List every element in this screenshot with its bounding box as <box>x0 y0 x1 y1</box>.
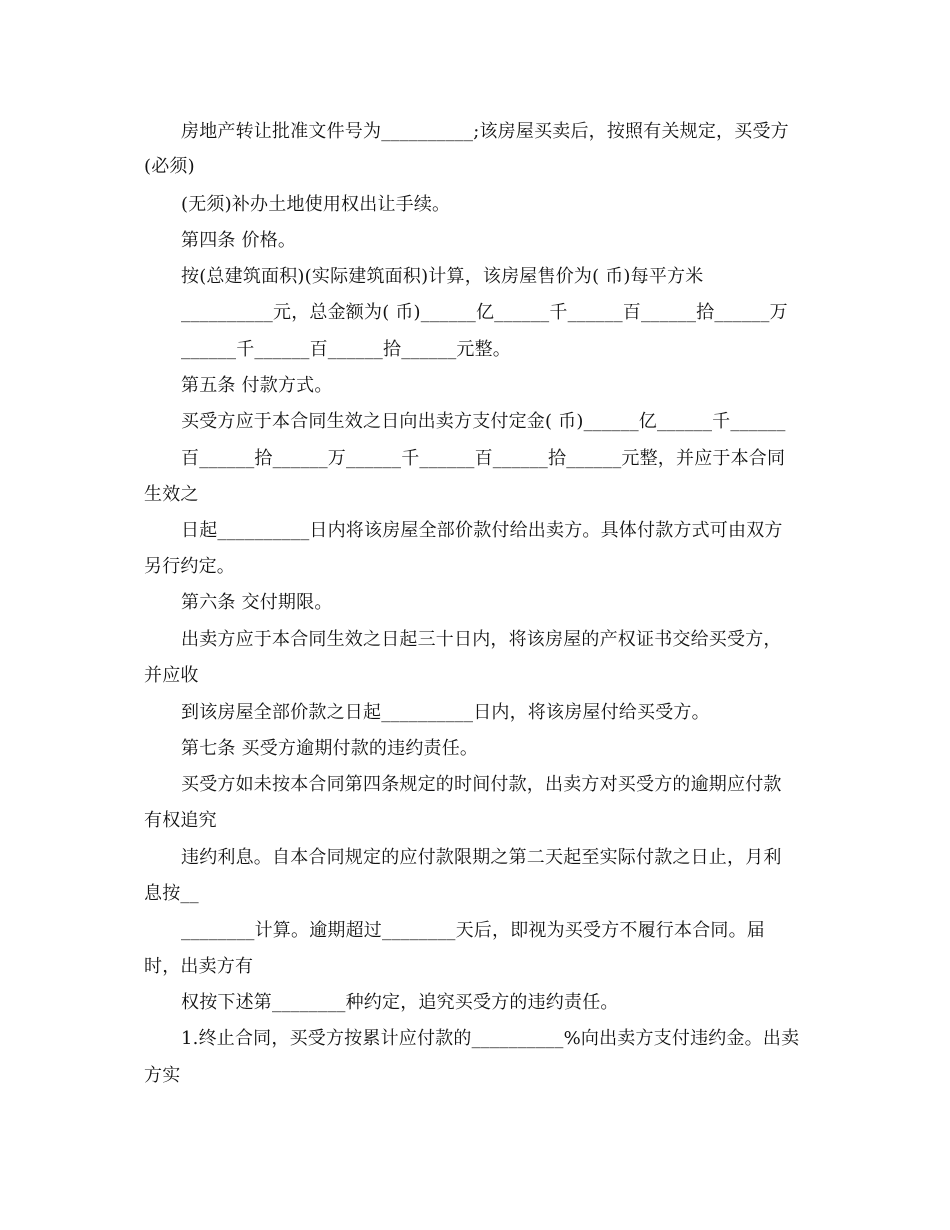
text-line: 按(总建筑面积)(实际建筑面积)计算，该房屋售价为( 币)每平方米 <box>181 266 704 287</box>
article-heading: 第四条 价格。 <box>181 230 297 251</box>
text-line: ______千______百______拾______元整。 <box>181 339 511 360</box>
text-line: 房地产转让批准文件号为__________;该房屋买卖后，按照有关规定，买受方 <box>181 121 789 142</box>
text-line: (必须) <box>144 156 195 177</box>
text-line: 另行约定。 <box>144 556 235 577</box>
text-line: 日起__________日内将该房屋全部价款付给出卖方。具体付款方式可由双方 <box>181 520 783 541</box>
text-line: 并应收 <box>144 665 199 686</box>
text-line: 生效之 <box>144 484 199 505</box>
text-line: 息按__ <box>144 883 199 904</box>
text-line: 1.终止合同，买受方按累计应付款的__________%向出卖方支付违约金。出卖 <box>181 1028 800 1049</box>
text-line: 百______拾______万______千______百______拾______元整，并应于本合同 <box>181 448 786 469</box>
text-line: 有权追究 <box>144 810 217 831</box>
article-heading: 第六条 交付期限。 <box>181 592 333 613</box>
text-line: __________元，总金额为( 币)______亿______千______百______拾______万 <box>181 302 788 323</box>
article-heading: 第七条 买受方逾期付款的违约责任。 <box>181 738 479 759</box>
text-line: 权按下述第________种约定，追究买受方的违约责任。 <box>181 992 619 1013</box>
text-line: (无须)补办土地使用权出让手续。 <box>181 194 451 215</box>
text-line: 违约利息。自本合同规定的应付款限期之第二天起至实际付款之日止，月利 <box>181 847 782 868</box>
text-line: 买受方应于本合同生效之日向出卖方支付定金( 币)______亿______千______ <box>181 411 786 432</box>
text-line: 到该房屋全部价款之日起__________日内，将该房屋付给买受方。 <box>181 702 710 723</box>
text-line: 方实 <box>144 1065 181 1086</box>
text-line: 买受方如未按本合同第四条规定的时间付款，出卖方对买受方的逾期应付款 <box>181 774 782 795</box>
article-heading: 第五条 付款方式。 <box>181 375 333 396</box>
text-line: ________计算。逾期超过________天后，即视为买受方不履行本合同。届 <box>181 920 765 941</box>
text-line: 时，出卖方有 <box>144 956 254 977</box>
text-line: 出卖方应于本合同生效之日起三十日内，将该房屋的产权证书交给买受方， <box>181 629 782 650</box>
